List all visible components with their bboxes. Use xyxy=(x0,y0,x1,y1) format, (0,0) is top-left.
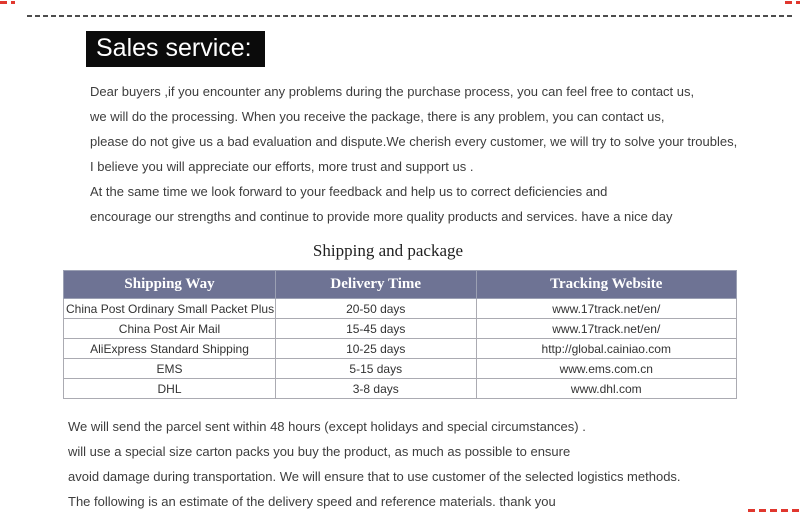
outro-line: will use a special size carton packs you buy the product, as much as possible to ensure xyxy=(68,444,571,459)
intro-paragraph xyxy=(90,79,796,229)
top-dashed-divider xyxy=(27,15,793,17)
red-dash-top-left xyxy=(0,1,15,4)
table-row xyxy=(64,379,737,399)
delivery-time-cell: 15-45 days xyxy=(275,319,476,339)
shipping-way-cell: China Post Air Mail xyxy=(64,319,276,339)
intro-line: At the same time we look forward to your feedback and help us to correct deficiencies and xyxy=(90,184,608,199)
shipping-way-cell: AliExpress Standard Shipping xyxy=(64,339,276,359)
column-header-shipping-way: Shipping Way xyxy=(64,271,276,299)
sales-service-banner: Sales service: xyxy=(86,31,265,67)
outro-paragraph xyxy=(68,414,796,514)
tracking-website-cell: www.ems.com.cn xyxy=(476,359,736,379)
delivery-time-cell: 20-50 days xyxy=(275,299,476,319)
intro-line: please do not give us a bad evaluation and dispute.We cherish every customer, we will try to solve your troubles, xyxy=(90,134,738,149)
shipping-way-cell: DHL xyxy=(64,379,276,399)
shipping-package-title: Shipping and package xyxy=(312,241,464,260)
column-header-tracking-website: Tracking Website xyxy=(476,271,736,299)
delivery-time-cell: 3-8 days xyxy=(275,379,476,399)
table-row xyxy=(64,339,737,359)
table-row xyxy=(64,359,737,379)
tracking-website-cell: http://global.cainiao.com xyxy=(476,339,736,359)
intro-line: Dear buyers ,if you encounter any problems during the purchase process, you can feel free to contact us, xyxy=(90,84,695,99)
table-row xyxy=(64,299,737,319)
tracking-website-cell: www.dhl.com xyxy=(476,379,736,399)
shipping-way-cell: EMS xyxy=(64,359,276,379)
intro-line: encourage our strengths and continue to provide more quality products and services. have a nice day xyxy=(90,209,673,224)
column-header-delivery-time: Delivery Time xyxy=(275,271,476,299)
table-header-row xyxy=(64,271,737,299)
delivery-time-cell: 5-15 days xyxy=(275,359,476,379)
shipping-way-cell: China Post Ordinary Small Packet Plus xyxy=(64,299,276,319)
intro-line: I believe you will appreciate our efforts, more trust and support us . xyxy=(90,159,474,174)
outro-line: The following is an estimate of the delivery speed and reference materials. thank you xyxy=(68,494,556,509)
delivery-time-cell: 10-25 days xyxy=(275,339,476,359)
intro-line: we will do the processing. When you receive the package, there is any problem, you can contact us, xyxy=(90,109,665,124)
tracking-website-cell: www.17track.net/en/ xyxy=(476,319,736,339)
red-dash-top-right xyxy=(785,1,800,4)
outro-line: We will send the parcel sent within 48 hours (except holidays and special circumstances) . xyxy=(68,419,586,434)
outro-line: avoid damage during transportation. We will ensure that to use customer of the selected logistics methods. xyxy=(68,469,681,484)
tracking-website-cell: www.17track.net/en/ xyxy=(476,299,736,319)
table-row xyxy=(64,319,737,339)
shipping-table-container xyxy=(63,270,737,399)
shipping-table xyxy=(63,270,737,399)
